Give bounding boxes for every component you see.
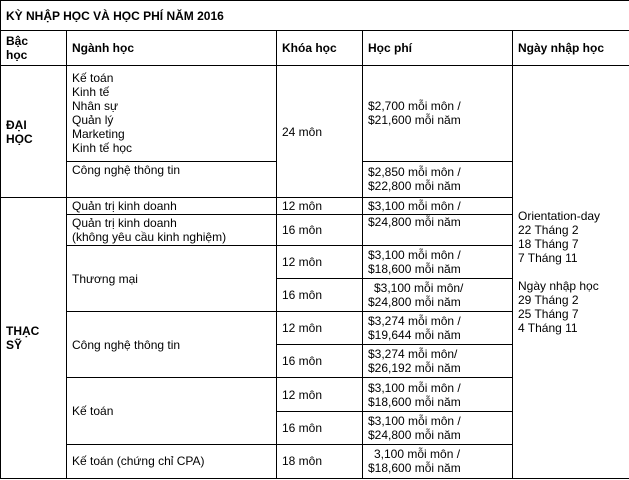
header-duration: Khóa học [277,31,363,66]
undergrad-majors: Kế toán Kinh tế Nhân sự Quản lý Marketing Kinh tế học [67,66,277,161]
undergrad-duration: 24 môn [277,66,363,198]
header-major: Ngành học [67,31,277,66]
accounting-major: Kế toán [67,378,277,444]
mba-duration-12: 12 môn [277,197,363,214]
commerce-duration-12: 12 môn [277,245,363,278]
table-title: KỲ NHẬP HỌC VÀ HỌC PHÍ NĂM 2016 [1,1,629,31]
it-fee-16: $3,274 mỗi môn/ $26,192 mỗi năm [363,345,513,378]
mba-major: Quản trị kinh doanh [67,197,277,214]
cpa-duration: 18 môn [277,444,363,478]
accounting-fee-12: $3,100 mỗi môn / $18,600 mỗi năm [363,378,513,411]
accounting-fee-16: $3,100 mỗi môn / $24,800 mỗi năm [363,411,513,444]
it-major: Công nghệ thông tin [67,312,277,378]
mba-no-exp-major: Quản trị kinh doanh (không yêu cầu kinh nghiệm) [67,214,277,245]
commerce-fee-16: $3,100 mỗi môn/ $24,800 mỗi năm [363,279,513,312]
mba-fee-16: $24,800 mỗi năm [363,214,513,245]
commerce-major: Thương mại [67,245,277,311]
mba-duration-16: 16 môn [277,214,363,245]
accounting-duration-16: 16 môn [277,411,363,444]
header-fee: Học phí [363,31,513,66]
commerce-duration-16: 16 môn [277,279,363,312]
mba-fee-12: $3,100 mỗi môn / [363,197,513,214]
cpa-major: Kế toán (chứng chỉ CPA) [67,444,277,478]
intake-dates: Orientation-day 22 Tháng 2 18 Tháng 7 7 Tháng 11 Ngày nhập học 29 Tháng 2 25 Tháng 7 4 Tháng 11 [513,66,629,479]
it-fee-12: $3,274 mỗi môn / $19,644 mỗi năm [363,312,513,345]
undergrad-fee: $2,700 mỗi môn / $21,600 mỗi năm [363,66,513,161]
level-postgrad: THẠC SỸ [1,197,67,478]
undergrad-it-fee: $2,850 mỗi môn / $22,800 mỗi năm [363,161,513,197]
header-level: Bậc học [1,31,67,66]
level-undergrad: ĐẠI HỌC [1,66,67,198]
it-duration-12: 12 môn [277,312,363,345]
undergrad-it-major: Công nghệ thông tin [67,161,277,197]
accounting-duration-12: 12 môn [277,378,363,411]
cpa-fee: 3,100 mỗi môn / $18,600 mỗi năm [363,444,513,478]
header-intake: Ngày nhập học [513,31,629,66]
it-duration-16: 16 môn [277,345,363,378]
commerce-fee-12: $3,100 mỗi môn / $18,600 mỗi năm [363,245,513,278]
